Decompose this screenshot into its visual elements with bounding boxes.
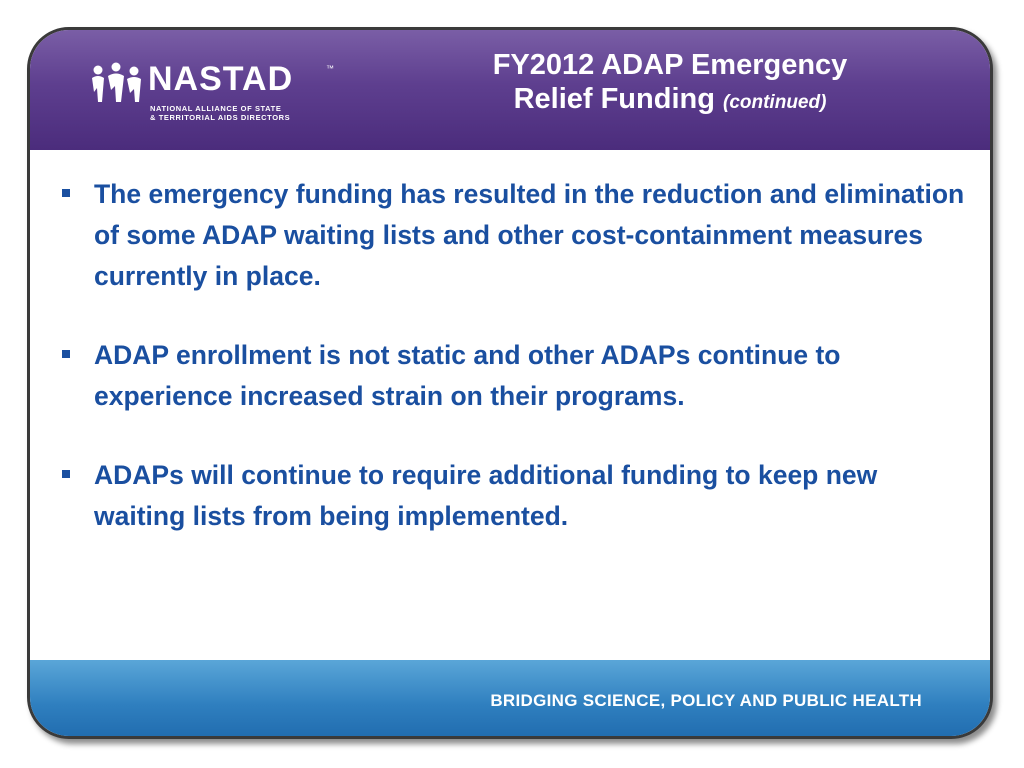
logo-wordmark: NASTAD xyxy=(148,60,294,98)
title-continued: (continued) xyxy=(723,92,827,113)
bullet-item xyxy=(58,174,968,297)
slide-header xyxy=(30,30,990,150)
bullet-list xyxy=(58,174,968,575)
footer-tagline: BRIDGING SCIENCE, POLICY AND PUBLIC HEALTH xyxy=(490,691,922,710)
title-line2 xyxy=(390,82,950,120)
square-bullet-icon xyxy=(62,350,70,358)
square-bullet-icon xyxy=(62,189,70,197)
people-figures-icon xyxy=(90,62,146,106)
logo-subtitle-line1: NATIONAL ALLIANCE OF STATE xyxy=(150,104,282,113)
title-line1: FY2012 ADAP Emergency xyxy=(492,49,848,81)
bullet-text: The emergency funding has resulted in the reduction and elimination of some ADAP waiting lists and other cost-containment measures currently in place. xyxy=(94,179,965,291)
bullet-text: ADAPs will continue to require additional funding to keep new waiting lists from being implemented. xyxy=(94,460,878,531)
nastad-logo xyxy=(90,60,350,130)
slide-content xyxy=(30,150,990,660)
bullet-item xyxy=(58,335,968,417)
logo-subtitle-line2: & TERRITORIAL AIDS DIRECTORS xyxy=(150,113,291,122)
logo-trademark: ™ xyxy=(326,64,334,73)
slide-frame xyxy=(27,27,993,739)
square-bullet-icon xyxy=(62,470,70,478)
title-line2-text: Relief Funding xyxy=(513,83,715,115)
bullet-item xyxy=(58,455,968,537)
slide-title xyxy=(390,48,950,120)
slide-footer xyxy=(30,660,990,739)
bullet-text: ADAP enrollment is not static and other ADAPs continue to experience increased strain on their programs. xyxy=(94,340,841,411)
